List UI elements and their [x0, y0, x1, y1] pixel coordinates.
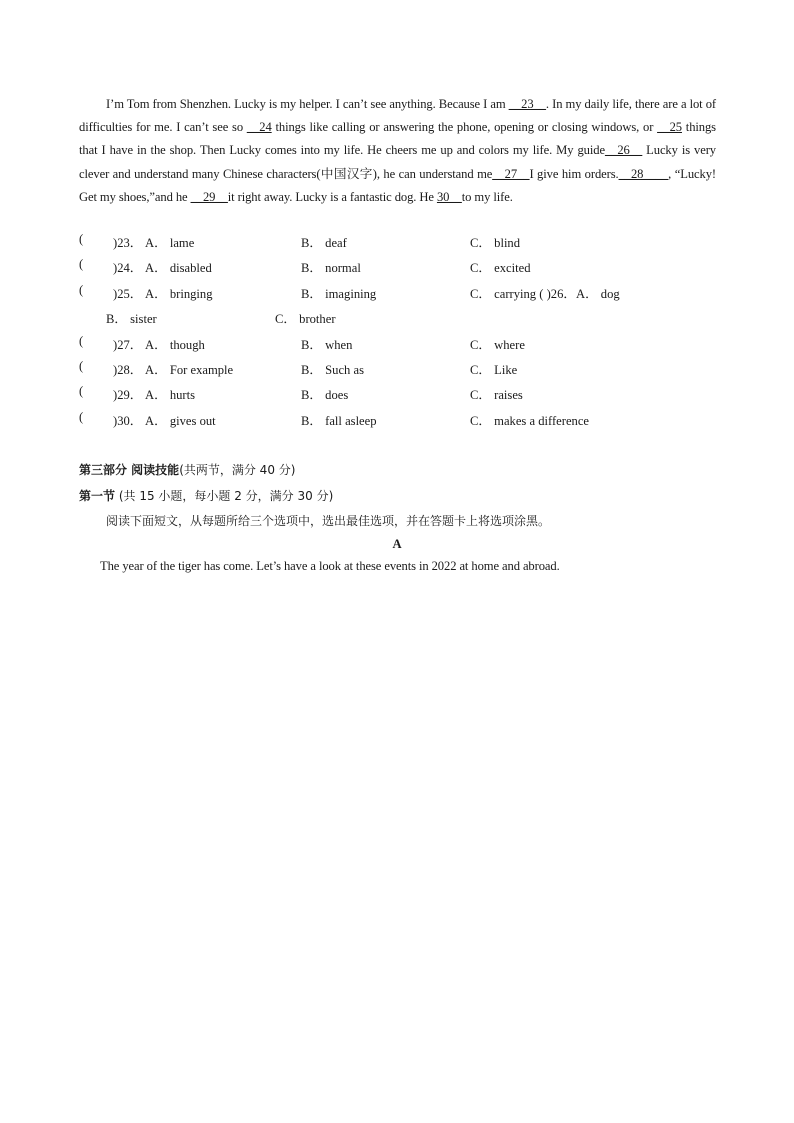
cloze-passage-text — [79, 93, 716, 209]
option-c: C． blind — [470, 236, 521, 250]
answer-bracket: ( — [79, 358, 84, 373]
answer-bracket: ( — [79, 257, 84, 272]
section-one-heading — [79, 487, 333, 504]
answer-blank: 30__ — [436, 189, 462, 204]
reading-instruction: 阅读下面短文，从每题所给三个选项中，选出最佳选项，并在答题卡上将选项涂黑。 — [106, 514, 551, 528]
passage-text-segment: . In my daily life, there are a lot of difficulties for me. I can’t see so — [79, 97, 716, 135]
question-number: )28． — [113, 362, 143, 377]
section-one-score: (共 15 小题，每小题 2 分，满分 30 分) — [115, 489, 334, 503]
question-row — [79, 384, 739, 409]
part-three-title: 第三部分 阅读技能 — [79, 463, 180, 477]
answer-blank: __24 — [246, 120, 272, 135]
option-a: A． For example — [145, 362, 234, 377]
part-three-heading — [79, 461, 295, 478]
passage-text-segment: things that I have in the shop. Then Lucky comes into my life. He cheers me up and colors my life. My guide — [79, 120, 716, 158]
passage-text-segment: Lucky is very clever and understand many Chinese characters(中国汉字), he can understand me — [79, 143, 717, 181]
option-c: C． makes a difference — [470, 413, 590, 428]
question-row — [79, 232, 739, 257]
part-three-score: (共两节，满分 40 分) — [179, 463, 296, 477]
question-row — [79, 257, 739, 282]
passage-text-segment: , “Lucky! Get my shoes,”and he — [79, 166, 716, 204]
option-c: C． excited — [470, 261, 531, 276]
answer-blank: __27__ — [492, 166, 530, 181]
question-number: )27． — [113, 337, 143, 352]
answer-blank: __25 — [657, 120, 682, 135]
answer-blank: __23__ — [508, 97, 546, 111]
passage-label: A — [392, 537, 402, 551]
answer-blank: __29__ — [190, 189, 228, 204]
option-b: B． imagining — [301, 286, 377, 301]
question-row — [79, 283, 739, 308]
option-b: B． deaf — [301, 236, 347, 250]
option-b: B． normal — [301, 261, 361, 276]
answer-blank: __28____ — [618, 166, 669, 181]
section-one-title: 第一节 — [79, 489, 116, 503]
question-number: )24． — [113, 261, 143, 276]
cloze-passage — [79, 93, 716, 209]
option-c: C． carrying ( )26．A． dog — [470, 286, 620, 301]
passage-text-segment: it right away. Lucky is a fantastic dog. He — [227, 189, 437, 204]
option-b: B． fall asleep — [301, 413, 377, 428]
passage-intro: The year of the tiger has come. Let’s have a look at these events in 2022 at home and abroad. — [100, 559, 560, 573]
option-c: C． Like — [470, 362, 518, 377]
passage-text-segment: I give him orders. — [529, 166, 619, 181]
answer-bracket: ( — [79, 282, 84, 297]
question-number: )30． — [113, 413, 143, 428]
option-a: A． gives out — [145, 413, 216, 428]
option-c: C． brother — [275, 312, 336, 327]
question-number: )25． — [113, 286, 143, 301]
answer-blank: __26__ — [604, 143, 643, 158]
passage-text-segment: I’m Tom from Shenzhen. Lucky is my helper. I can’t see anything. Because I am — [106, 97, 509, 111]
option-a: A． disabled — [145, 261, 212, 276]
passage-text-segment: things like calling or answering the phone, opening or closing windows, or — [271, 120, 658, 135]
option-a: A． hurts — [145, 388, 196, 403]
answer-bracket: ( — [79, 333, 84, 348]
question-list — [79, 232, 739, 435]
question-row — [79, 308, 739, 333]
answer-bracket: ( — [79, 232, 84, 246]
option-b: B． when — [301, 337, 353, 352]
option-c: C． raises — [470, 388, 523, 403]
answer-bracket: ( — [79, 384, 84, 399]
option-b: B． Such as — [301, 362, 364, 377]
question-number: )29． — [113, 388, 143, 403]
option-c: C． where — [470, 337, 525, 352]
question-row — [79, 359, 739, 384]
option-a: A． lame — [145, 236, 195, 250]
passage-text-segment: to my life. — [461, 189, 513, 204]
answer-bracket: ( — [79, 409, 84, 424]
option-b: B． sister — [106, 312, 157, 327]
question-number: )23． — [113, 236, 143, 250]
option-a: A． bringing — [145, 286, 213, 301]
option-b: B． does — [301, 388, 349, 403]
option-a: A． though — [145, 337, 205, 352]
question-row — [79, 410, 739, 435]
question-row — [79, 334, 739, 359]
